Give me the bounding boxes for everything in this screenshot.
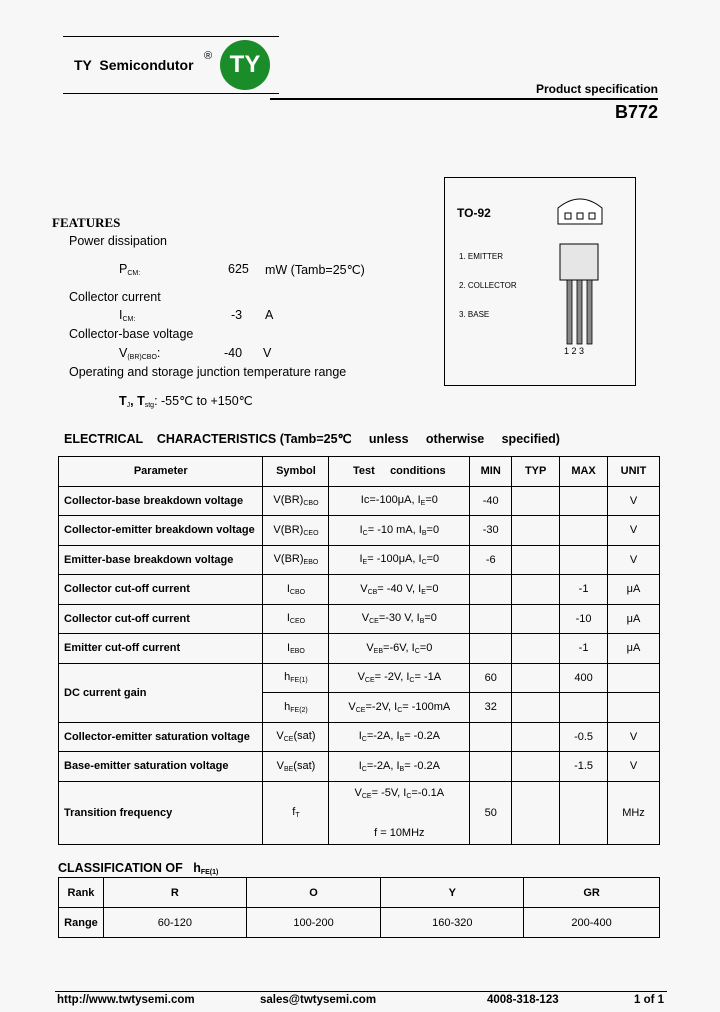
- vbr-value: -40: [224, 346, 243, 360]
- table-row: Collector cut-off current $I_{CBO}$ $V_{CB}= -40$ V, $I_E=0$ -1 μA: [59, 575, 660, 605]
- table-row: Range 60-120 100-200 160-320 200-400: [59, 908, 660, 938]
- temp-label: Operating and storage junction temperature range: [69, 365, 347, 379]
- classification-title: CLASSIFICATION OF $h_{FE(1)}$: [58, 861, 219, 876]
- ec-title: ELECTRICAL CHARACTERISTICS (Tamb=25℃ unless otherwise specified): [64, 432, 560, 446]
- ec-header-row: [59, 457, 660, 487]
- ec-header-cell: MAX: [560, 457, 608, 487]
- ec-header-cell: Parameter: [59, 457, 263, 487]
- table-row: Transition frequency $f_T$ $V_{CE}= -5V$, $I_C=-0.1A$ f = 10MHz 50 MHz: [59, 781, 660, 844]
- electrical-characteristics-table: [58, 456, 660, 845]
- header-mid-rule: [63, 93, 279, 94]
- icm-value: -3: [231, 308, 243, 322]
- table-row: DC current gain $h_{FE(1)}$ $V_{CE}= -2V$, $I_C= -1A$ 60 400: [59, 663, 660, 693]
- ec-header-cell: Test conditions: [329, 457, 470, 487]
- header-main-rule: [270, 98, 658, 100]
- voltage-label: Collector-base voltage: [69, 327, 194, 341]
- power-label: Power dissipation: [69, 234, 167, 248]
- ec-header-cell: Symbol: [263, 457, 329, 487]
- pcm-value: 625: [228, 262, 249, 276]
- table-row: $h_{FE(2)}$ $V_{CE}=-2V$, $I_C= -100mA$ 32: [59, 693, 660, 723]
- table-row: Collector-emitter saturation voltage $V_{CE}(sat)$ $I_C=-2A$, $I_B= -0.2A$ -0.5 V: [59, 722, 660, 752]
- ec-header-cell: TYP: [512, 457, 560, 487]
- table-row: Collector cut-off current $I_{CEO}$ $V_{CE}=-30$ V, $I_B=0$ -10 μA: [59, 604, 660, 634]
- pin-numbers: 1 2 3: [564, 346, 585, 356]
- current-label: Collector current: [69, 290, 161, 304]
- ec-header-cell: UNIT: [608, 457, 660, 487]
- to92-package-drawing: [545, 198, 625, 348]
- logo-text: TY: [229, 51, 261, 78]
- features-title: FEATURES: [52, 215, 121, 230]
- pin2-label: 2. COLLECTOR: [459, 281, 517, 290]
- part-number: B772: [614, 102, 658, 122]
- icm-unit: A: [265, 308, 274, 322]
- table-row: Emitter-base breakdown voltage $V(BR)_{EBO}$ $I_E= -100\mu A$, $I_C=0$ -6 V: [59, 545, 660, 575]
- doc-type: Product specification: [535, 82, 658, 96]
- table-row: Base-emitter saturation voltage $V_{BE}(sat)$ $I_C=-2A$, $I_B= -0.2A$ -1.5 V: [59, 752, 660, 782]
- temp-range: $T_J$, $T_{stg}$: -55℃ to +150℃: [119, 394, 253, 409]
- footer-phone: 4008-318-123: [487, 994, 559, 1006]
- package-name: TO-92: [457, 206, 491, 220]
- footer-url[interactable]: http://www.twtysemi.com: [57, 994, 195, 1006]
- table-row: Collector-emitter breakdown voltage $V(BR)_{CEO}$ $I_C= -10$ mA, $I_B=0$ -30 V: [59, 516, 660, 546]
- company-logo: [220, 40, 270, 90]
- table-row: Emitter cut-off current $I_{EBO}$ $V_{EB}=-6V$, $I_C=0$ -1 μA: [59, 634, 660, 664]
- footer-rule: [55, 991, 667, 992]
- registered-mark: ®: [204, 50, 213, 62]
- header-top-rule: [63, 36, 279, 37]
- classification-table: [58, 877, 660, 938]
- company-name: TY Semicondutor: [74, 57, 194, 73]
- footer-page: 1 of 1: [634, 994, 665, 1006]
- ec-header-cell: MIN: [470, 457, 512, 487]
- pin1-label: 1. EMITTER: [459, 252, 504, 261]
- vbr-unit: V: [263, 346, 272, 360]
- table-row: Collector-base breakdown voltage $V(BR)_{CBO}$ Ic=-100μA, $I_E=0$ -40 V: [59, 486, 660, 516]
- pcm-unit: mW (Tamb=25℃): [265, 263, 365, 277]
- footer-email[interactable]: sales@twtysemi.com: [260, 994, 377, 1006]
- icm-symbol: $I_{CM:}$: [119, 308, 136, 323]
- pcm-symbol: $P_{CM:}$: [119, 262, 141, 277]
- package-box: [444, 177, 636, 386]
- pin3-label: 3. BASE: [459, 310, 490, 319]
- vbr-symbol: $V_{(BR)CBO}$:: [119, 346, 161, 361]
- table-row: Rank R O Y GR: [59, 878, 660, 908]
